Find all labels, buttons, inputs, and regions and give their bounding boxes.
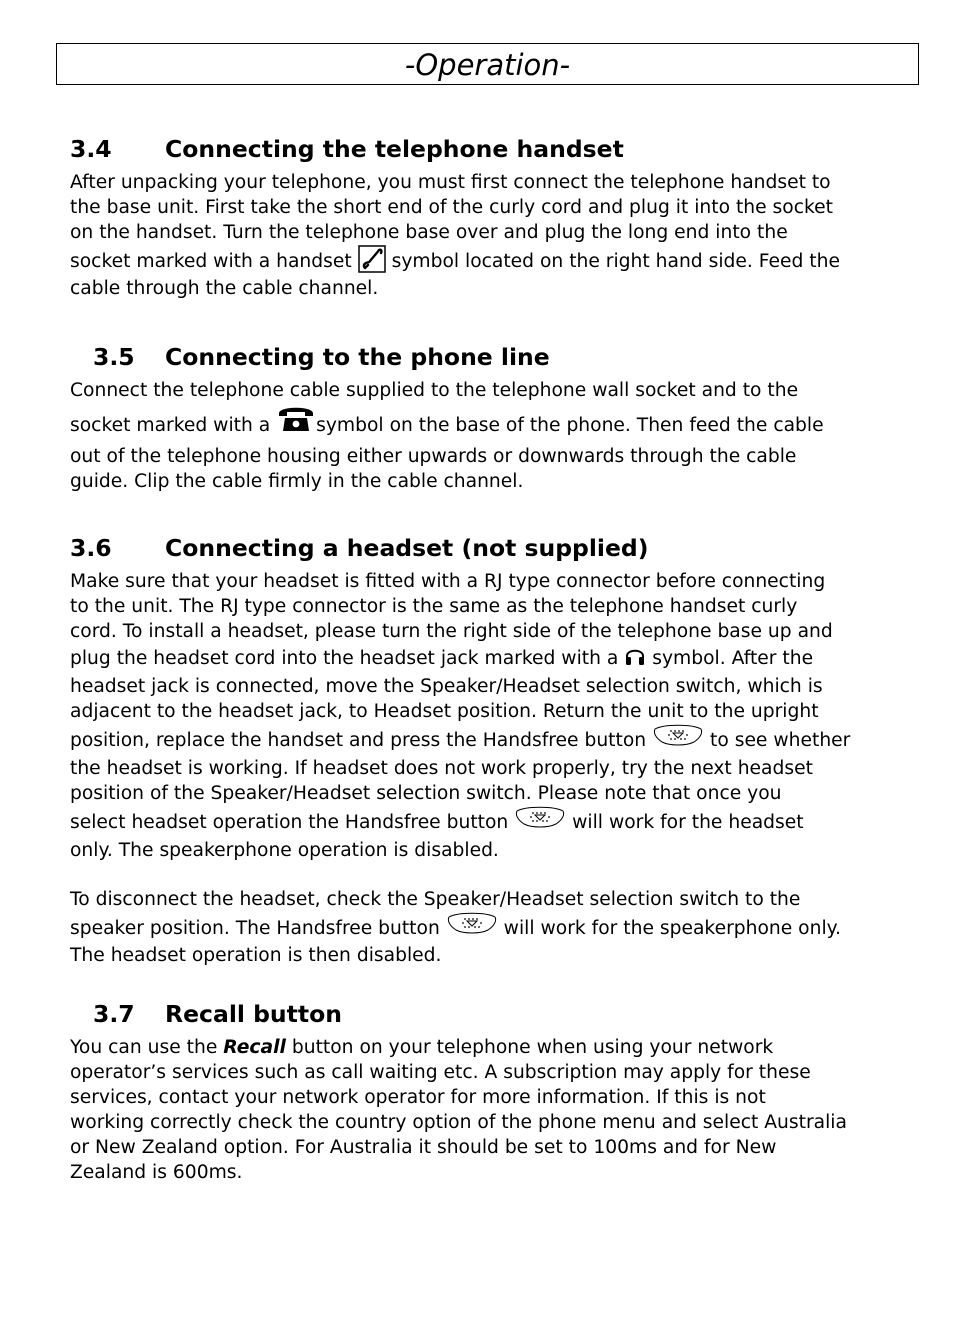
section-title: Connecting to the phone line [165,343,550,371]
body-line: adjacent to the headset jack, to Headset position. Return the unit to the upright [70,701,819,722]
body-line: on the handset. Turn the telephone base over and plug the long end into the [70,222,788,243]
body-line: out of the telephone housing either upwards or downwards through the cable [70,446,797,467]
headphones-icon [624,646,646,666]
section-title: Connecting the telephone handset [165,135,624,163]
body-line: socket marked with a handset symbol located on the right hand side. Feed the [70,245,910,276]
body-line: the headset is working. If headset does not work properly, try the next headset [70,758,813,779]
body-line: Connect the telephone cable supplied to the telephone wall socket and to the [70,380,799,401]
body-line: to the unit. The RJ type connector is the same as the telephone handset curly [70,596,798,617]
section-title: Recall button [165,1000,343,1028]
body-line: position of the Speaker/Headset selection switch. Please note that once you [70,783,782,804]
body-line: After unpacking your telephone, you must first connect the telephone handset to [70,172,831,193]
body-line: select headset operation the Handsfree button will work for the headset [70,806,910,838]
section-heading [70,533,910,563]
handsfree-button-icon [514,806,566,830]
body-line: or New Zealand option. For Australia it should be set to 100ms and for New [70,1137,777,1158]
body-line: cord. To install a headset, please turn the right side of the telephone base up and [70,621,833,642]
handsfree-button-icon [652,724,704,748]
body-line: You can use the Recall button on your telephone when using your network [70,1037,774,1058]
section-3-5 [70,342,910,494]
section-title: Connecting a headset (not supplied) [165,534,649,562]
section-number: 3.5 [93,343,135,371]
body-line: To disconnect the headset, check the Speaker/Headset selection switch to the [70,889,801,910]
body-line: Zealand is 600ms. [70,1162,243,1183]
body-line: position, replace the handset and press the Handsfree button to see whether [70,724,910,756]
body-line: socket marked with a symbol on the base of the phone. Then feed the cable [70,403,910,444]
body-line: guide. Clip the cable firmly in the cable channel. [70,471,524,492]
section-3-7 [70,999,910,1185]
page-title: -Operation- [404,48,571,82]
section-number: 3.7 [93,1000,135,1028]
section-3-4 [70,134,910,301]
section-heading [70,999,910,1029]
body-line: The headset operation is then disabled. [70,945,442,966]
body-line: services, contact your network operator for more information. If this is not [70,1087,766,1108]
section-heading [70,342,910,372]
recall-label: Recall [223,1037,286,1058]
page-header [56,43,919,85]
body-line: cable through the cable channel. [70,278,379,299]
section-heading [70,134,910,164]
body-line: plug the headset cord into the headset jack marked with a symbol. After the [70,648,814,669]
body-line: headset jack is connected, move the Speaker/Headset selection switch, which is [70,676,823,697]
section-number: 3.6 [70,534,112,562]
handset-icon [358,245,386,273]
section-number: 3.4 [70,135,112,163]
body-line: working correctly check the country option of the phone menu and select Australia [70,1112,847,1133]
body-line: operator’s services such as call waiting etc. A subscription may apply for these [70,1062,811,1083]
section-3-6 [70,533,910,968]
body-line: Make sure that your headset is fitted with a RJ type connector before connecting [70,571,826,592]
body-line: the base unit. First take the short end of the curly cord and plug it into the socket [70,197,833,218]
body-line: speaker position. The Handsfree button will work for the speakerphone only. [70,912,910,943]
body-line: only. The speakerphone operation is disabled. [70,840,499,861]
handsfree-button-icon [446,912,498,936]
telephone-icon [276,403,316,433]
